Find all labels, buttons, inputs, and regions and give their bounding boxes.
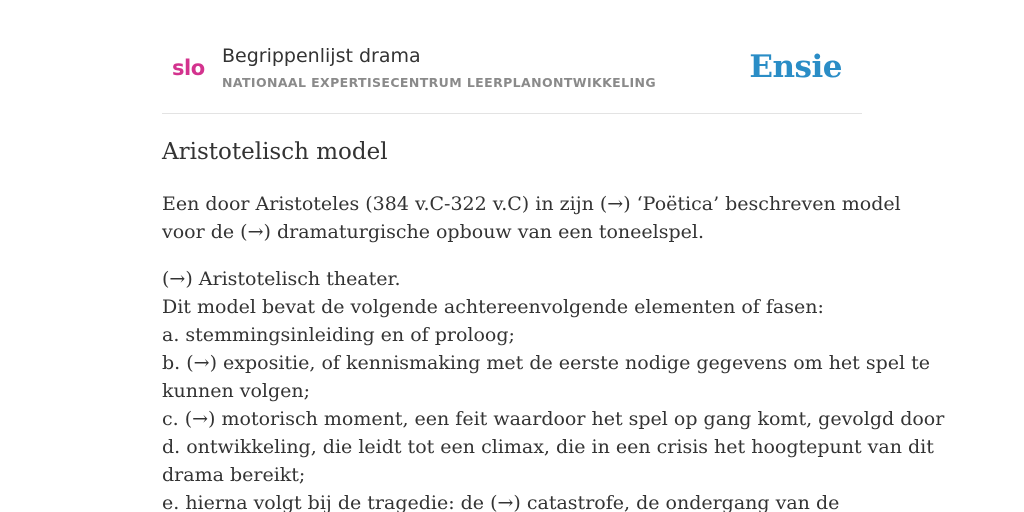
- text-line: e. hierna volgt bij de tragedie: de (→) catastrofe, de ondergang van de: [162, 492, 840, 512]
- ensie-logo[interactable]: Ensie: [749, 49, 842, 85]
- text-line: c. (→) motorisch moment, een feit waardoor het spel op gang komt, gevolgd door: [162, 408, 945, 430]
- text-line: a. stemmingsinleiding en of proloog;: [162, 324, 515, 346]
- text-line: d. ontwikkeling, die leidt tot een climax, die in een crisis het hoogtepunt van dit: [162, 436, 934, 458]
- text-line: voor de (→) dramaturgische opbouw van een toneelspel.: [162, 221, 704, 243]
- text-line: Dit model bevat de volgende achtereenvolgende elementen of fasen:: [162, 296, 824, 318]
- text-line: kunnen volgen;: [162, 380, 311, 402]
- text-line: drama bereikt;: [162, 464, 306, 486]
- text-line: b. (→) expositie, of kennismaking met de eerste nodige gegevens om het spel te: [162, 352, 930, 374]
- text-line: Een door Aristoteles (384 v.C-322 v.C) in zijn (→) ‘Poëtica’ beschreven model: [162, 193, 901, 215]
- page-title[interactable]: Begrippenlijst drama: [222, 45, 421, 67]
- slo-logo[interactable]: slo: [172, 56, 205, 80]
- article-heading: Aristotelisch model: [162, 139, 388, 165]
- text-line[interactable]: (→) Aristotelisch theater.: [162, 268, 401, 290]
- article: [162, 136, 945, 512]
- body-paragraph: [162, 265, 945, 512]
- page-subtitle: NATIONAAL EXPERTISECENTRUM LEERPLANONTWIKKELING: [222, 75, 657, 90]
- site-header: [162, 0, 862, 114]
- intro-paragraph: [162, 190, 901, 246]
